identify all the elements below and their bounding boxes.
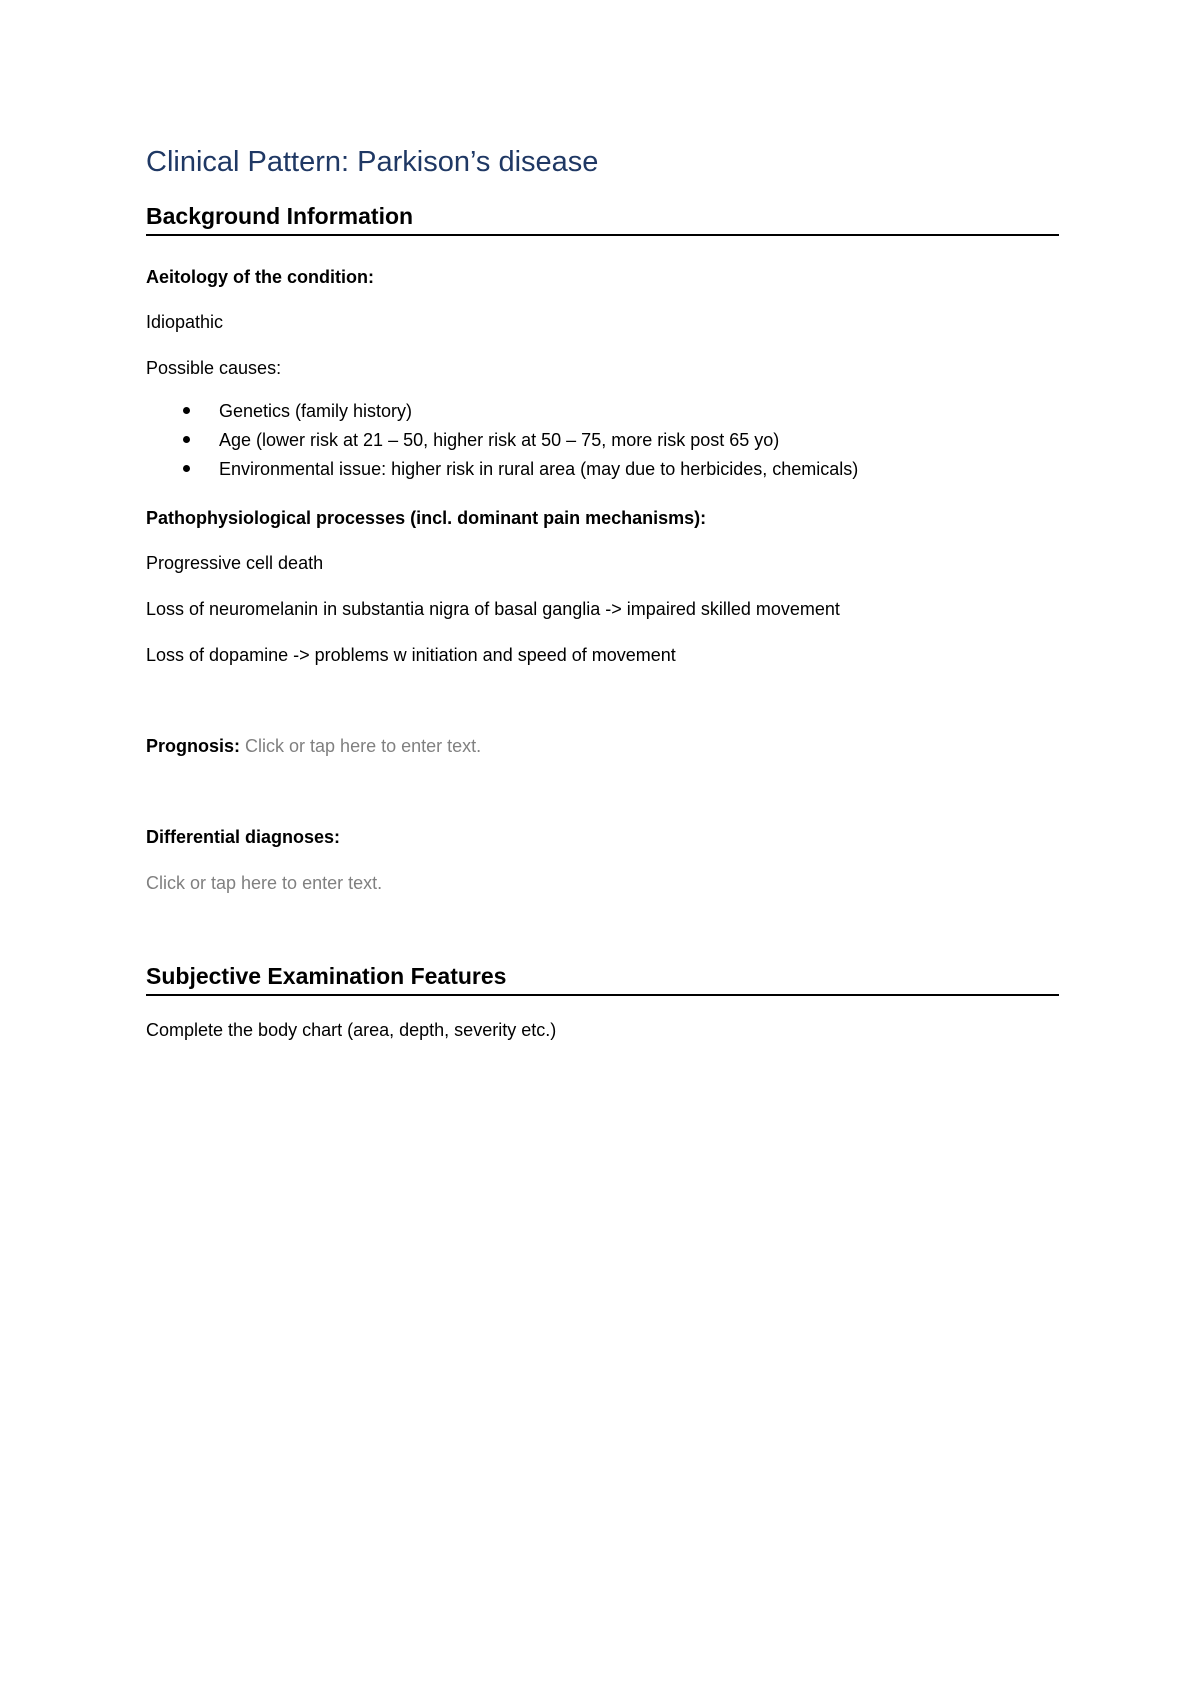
bullet-icon <box>183 436 190 443</box>
bullet-icon <box>183 407 190 414</box>
bullet-icon <box>183 465 190 472</box>
patho-line[interactable]: Progressive cell death <box>146 553 324 573</box>
differential-input[interactable]: Click or tap here to enter text. <box>146 873 383 893</box>
body-chart-instruction: Complete the body chart (area, depth, severity etc.) <box>146 1020 557 1040</box>
prognosis-label: Prognosis: <box>146 736 241 756</box>
differential-label: Differential diagnoses: <box>146 827 341 847</box>
patho-line[interactable]: Loss of neuromelanin in substantia nigra of basal ganglia -> impaired skilled movement <box>146 599 840 619</box>
document-title: Clinical Pattern: Parkison’s disease <box>146 146 599 178</box>
patho-label: Pathophysiological processes (incl. dominant pain mechanisms): <box>146 508 707 528</box>
cause-text: Age (lower risk at 21 – 50, higher risk at 50 – 75, more risk post 65 yo) <box>219 430 780 450</box>
cause-text: Genetics (family history) <box>219 401 413 421</box>
aetiology-value[interactable]: Idiopathic <box>146 312 224 332</box>
cause-text: Environmental issue: higher risk in rural area (may due to herbicides, chemicals) <box>219 459 859 479</box>
causes-label: Possible causes: <box>146 358 282 378</box>
prognosis-row <box>146 735 481 757</box>
aetiology-label: Aeitology of the condition: <box>146 267 374 287</box>
subjective-heading: Subjective Examination Features <box>146 963 1059 996</box>
prognosis-input[interactable]: Click or tap here to enter text. <box>245 736 482 756</box>
background-heading: Background Information <box>146 203 1059 236</box>
patho-line[interactable]: Loss of dopamine -> problems w initiation and speed of movement <box>146 645 676 665</box>
